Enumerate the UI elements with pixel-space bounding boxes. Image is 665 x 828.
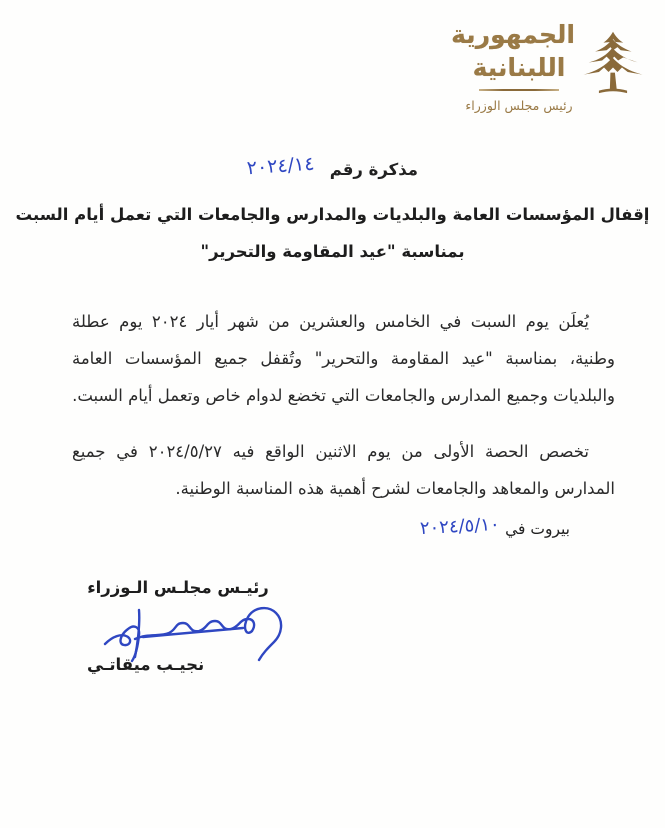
date-handwritten: ٢٠٢٤/٥/١٠	[419, 513, 501, 540]
signature-scribble-icon	[91, 598, 303, 664]
place-label: بيروت في	[505, 520, 570, 538]
memo-title-line-2: بمناسبة "عيد المقاومة والتحرير"	[200, 242, 465, 261]
letterhead-text-column	[451, 18, 575, 113]
signer-title: رئيـس مجلـس الـوزراء	[87, 578, 269, 597]
dateline	[416, 513, 570, 540]
cedar-tree-icon	[581, 30, 645, 100]
republic-calligraphy-line-1: الجمهورية	[451, 20, 575, 49]
body-paragraph-2: تخصص الحصة الأولى من يوم الاثنين الواقع فيه ٢٠٢٤/٥/٢٧ في جميع المدارس والمعاهد والجامعات لشرح أهمية هذه المناسبة الوطنية.	[72, 442, 615, 498]
memo-number-label: مذكرة رقم	[329, 160, 419, 179]
memo-title	[0, 196, 665, 270]
memo-title-line-1: إقفال المؤسسات العامة والبلديات والمدارس والجامعات التي تعمل أيام السبت	[15, 205, 650, 224]
signature-block	[75, 578, 293, 674]
republic-calligraphy-line-2: اللبنانية	[472, 53, 566, 82]
office-title: رئيس مجلس الوزراء	[465, 98, 573, 113]
memo-number-line	[0, 152, 665, 180]
letterhead	[451, 18, 645, 113]
body-paragraph-1: يُعلَن يوم السبت في الخامس والعشرين من شهر أيار ٢٠٢٤ يوم عطلة وطنية، بمناسبة "عيد المقاومة والتحرير" وتُقفل جميع المؤسسات العامة والبلديات وجميع المدارس والجامعات التي تخضع لدوام خاص وتعمل أيام السبت.	[72, 312, 615, 405]
memo-number-handwritten: ٢٠٢٤/١٤	[246, 152, 316, 180]
signer-name: نجيـب ميقاتـي	[87, 655, 205, 674]
memo-body	[72, 303, 615, 526]
letterhead-divider	[479, 89, 559, 91]
